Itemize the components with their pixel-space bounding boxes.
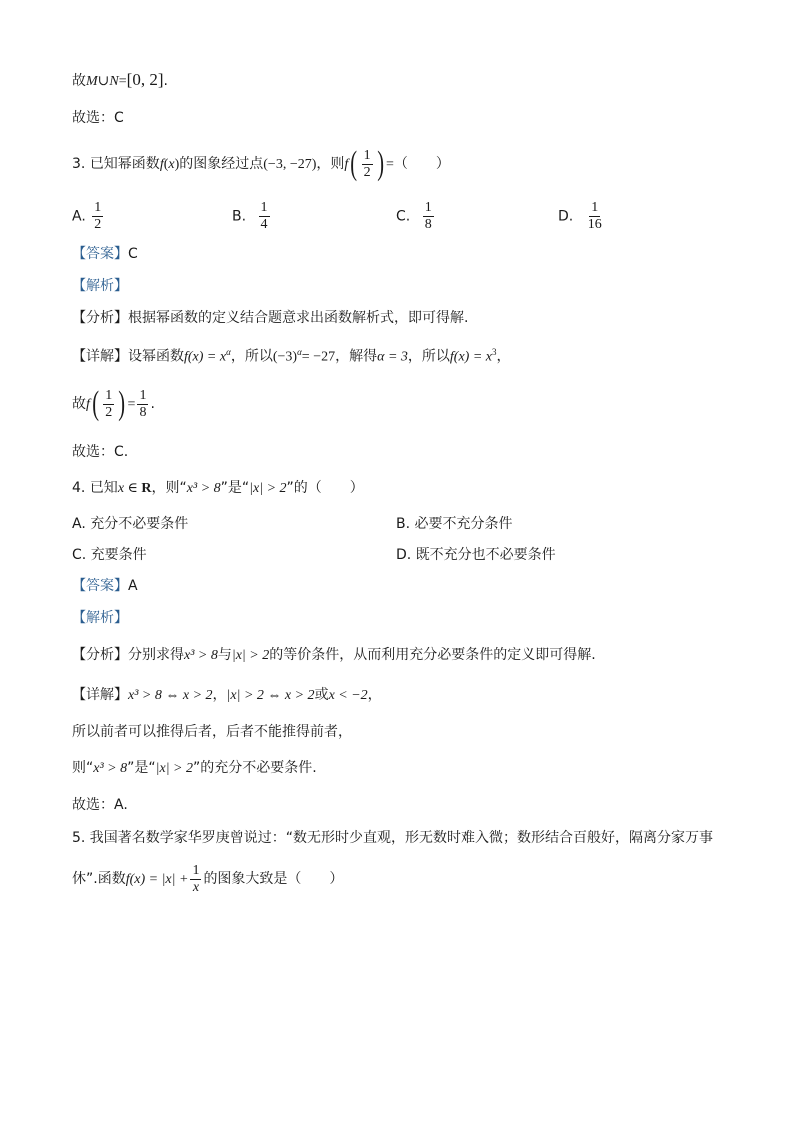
question-number: 4.: [72, 480, 86, 496]
heading-text: 解析: [86, 610, 114, 626]
paren: (: [163, 157, 169, 172]
q3-option-a: [72, 200, 105, 233]
detail-3: [72, 342, 510, 368]
math-fx: f(x) = x: [449, 349, 492, 365]
text: 的图象经过点: [179, 156, 264, 172]
text: ，: [212, 687, 227, 703]
option-label: C.: [72, 547, 87, 563]
math-cond2: |x| > 2: [155, 761, 193, 776]
denominator: 16: [587, 217, 602, 232]
answer-value: A: [128, 578, 138, 594]
math-exponent: 3: [491, 347, 497, 357]
q4-option-c: [72, 545, 147, 565]
numerator: 1: [363, 147, 371, 163]
option-text: 充要条件: [90, 547, 147, 563]
text: 已知幂函数: [89, 156, 160, 172]
choice-4: 故选：A.: [72, 797, 128, 813]
fraction: [259, 200, 270, 233]
text: 的等价条件，从而利用充分必要条件的定义即可得解.: [269, 647, 596, 663]
option-label: D.: [396, 547, 412, 563]
line-union: [72, 70, 168, 92]
text: 故: [72, 73, 86, 89]
math-eq: = −27: [301, 349, 336, 365]
q4-option-a: [72, 514, 188, 534]
q4-option-b: [396, 514, 513, 534]
fraction: [190, 863, 201, 896]
denominator: 8: [424, 217, 432, 232]
text: 已知: [89, 480, 118, 496]
paren: ): [376, 145, 384, 182]
analysis-3: [72, 308, 468, 328]
math-interval: [0, 2]: [126, 70, 164, 89]
math-f: f: [86, 397, 90, 412]
math-ineq: x < −2: [328, 688, 368, 703]
math-R: R: [141, 481, 152, 496]
text: ，: [367, 687, 382, 703]
analysis-4: [72, 645, 596, 666]
numerator: 1: [260, 200, 268, 215]
text: ”的充分不必要条件.: [193, 760, 317, 776]
math-cond1: x³ > 8: [184, 648, 218, 663]
fraction: [137, 388, 148, 421]
denominator: 8: [139, 404, 147, 420]
text: 与: [217, 647, 232, 663]
option-label: A.: [72, 516, 86, 532]
numerator: 1: [591, 200, 599, 215]
option-label: D.: [558, 208, 574, 225]
numerator: 1: [192, 862, 200, 878]
fraction: [586, 200, 604, 233]
text: 根据幂函数的定义结合题意求出函数解析式，即可得解.: [128, 310, 469, 326]
conclusion-4: [72, 758, 317, 779]
text: ，则: [316, 156, 345, 172]
q4-option-d: [396, 545, 556, 565]
option-text: 既不充分也不必要条件: [415, 547, 556, 563]
math-f: f: [159, 157, 164, 172]
math-cond1: x³ > 8: [93, 761, 128, 776]
text: ，所以: [230, 348, 273, 365]
math-N: N: [109, 74, 119, 89]
option-label: B.: [396, 516, 411, 532]
detail-tag: 【详解】: [72, 348, 128, 365]
math-fx: f(x) = |x| +: [125, 872, 189, 887]
math-alpha: α: [226, 347, 231, 357]
numerator: 1: [105, 387, 113, 403]
numerator: 1: [94, 200, 102, 215]
option-text: 必要不充分条件: [414, 516, 513, 532]
text: ，所以: [407, 348, 450, 365]
math-alpha-eq: α = 3: [377, 349, 408, 365]
text: 的图象大致是（ ）: [203, 871, 344, 887]
math-f: f: [344, 157, 349, 172]
answer-tag: 【答案】: [72, 246, 128, 262]
text: 休”.函数: [72, 871, 126, 887]
text: 故: [72, 396, 86, 412]
numerator: 1: [139, 387, 147, 403]
math-eq: =: [118, 74, 127, 89]
text: ”是“: [127, 760, 156, 776]
math-M: M: [86, 74, 98, 89]
option-text: 充分不必要条件: [90, 516, 189, 532]
math-cup: ∪: [97, 74, 110, 89]
analysis-tag: 【分析】: [72, 647, 128, 663]
math-x-in: x ∈: [117, 481, 142, 496]
math-cond1: x³ > 8: [186, 481, 221, 496]
analysis-heading-4: 【解析】: [72, 610, 128, 626]
analysis-tag: 【分析】: [72, 310, 128, 326]
text: ，: [496, 348, 511, 365]
detail-4: [72, 685, 382, 706]
choice-3: 故选：C.: [72, 444, 129, 460]
math-eq: =: [127, 397, 136, 412]
answer-value: C: [128, 246, 138, 262]
text: .: [163, 73, 168, 89]
text: 或: [314, 687, 329, 703]
text: 设幂函数: [128, 348, 184, 365]
math-point: (−3, −27): [263, 157, 317, 172]
fraction: [103, 388, 114, 421]
denominator: x: [192, 879, 200, 895]
analysis-heading-3: 【解析】: [72, 278, 128, 294]
paren: (: [92, 385, 99, 422]
question-3: [72, 145, 450, 184]
text: ，解得: [335, 348, 378, 365]
q3-option-c: [396, 200, 436, 233]
answer-tag: 【答案】: [72, 578, 128, 594]
fraction: [362, 148, 373, 181]
fraction: [423, 200, 434, 233]
q3-option-d: [558, 200, 606, 233]
math-x: x: [168, 157, 175, 172]
math-alpha: α: [297, 347, 302, 357]
heading-text: 解析: [86, 278, 114, 294]
math-neg3: (−3): [272, 349, 298, 365]
option-label: B.: [232, 208, 247, 225]
text: ，则“: [151, 480, 187, 496]
question-number: 3.: [72, 156, 86, 172]
question-5-line2: [72, 860, 343, 899]
fraction: [92, 200, 103, 233]
text: ”的（ ）: [286, 480, 364, 496]
detail-tag: 【详解】: [72, 687, 128, 703]
numerator: 1: [424, 200, 432, 215]
q3-option-b: [232, 200, 272, 233]
text: 分别求得: [128, 647, 184, 663]
text: 则“: [72, 760, 94, 776]
paren: ): [118, 385, 126, 422]
line-choice-2: 故选：C: [72, 110, 124, 126]
denominator: 2: [105, 404, 113, 420]
question-4: [72, 478, 364, 499]
reasoning-line: 所以前者可以推得后者，后者不能推得前者，: [72, 724, 352, 740]
answer-3: [72, 244, 138, 264]
paren: ): [174, 157, 180, 172]
math-equiv1: x³ > 8 ⇔ x > 2: [128, 688, 213, 703]
answer-4: [72, 576, 138, 596]
math-cond2: |x| > 2: [231, 648, 270, 663]
therefore-3: [72, 385, 155, 424]
denominator: 2: [94, 217, 102, 232]
text: .: [150, 396, 155, 412]
math-eq: =: [385, 157, 394, 172]
math-equiv2: |x| > 2 ⇔ x > 2: [226, 688, 315, 703]
option-label: A.: [72, 208, 86, 225]
math-cond2: |x| > 2: [249, 481, 287, 496]
paren: (: [350, 145, 358, 182]
denominator: 2: [363, 164, 371, 180]
answer-blank: （ ）: [393, 156, 450, 172]
text: ”是“: [220, 480, 250, 496]
option-label: C.: [396, 208, 411, 225]
denominator: 4: [260, 217, 268, 232]
math-fx: f(x) = x: [184, 349, 227, 365]
question-5-line1: 5. 我国著名数学家华罗庚曾说过：“数无形时少直观，形无数时难入微；数形结合百般好，隔离分家万事: [72, 830, 714, 846]
